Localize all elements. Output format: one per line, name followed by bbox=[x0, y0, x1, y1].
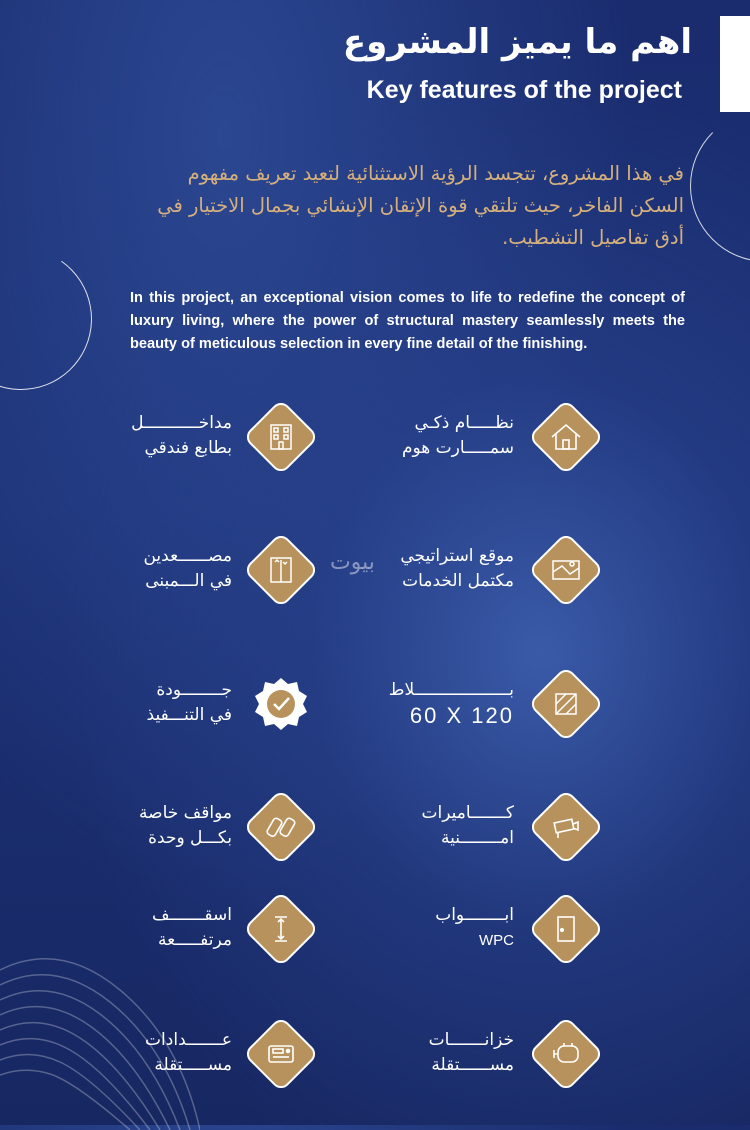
feature-badge bbox=[522, 660, 610, 748]
feature-title: بـــــــــــــــــــلاط bbox=[388, 680, 514, 700]
feature-text bbox=[147, 678, 232, 728]
feature-quality bbox=[0, 660, 320, 750]
feature-smart-home bbox=[290, 393, 610, 483]
intro-arabic-line: في هذا المشروع، تتجسد الرؤية الاستثنائية لتعيد تعريف مفهوم bbox=[187, 162, 684, 185]
feature-title: اسقـــــــف bbox=[151, 905, 232, 925]
decorative-arc-right bbox=[690, 110, 750, 262]
feature-doors bbox=[290, 885, 610, 975]
feature-badge bbox=[237, 885, 325, 973]
feature-subtitle: بكـــل وحدة bbox=[148, 828, 232, 848]
intro-english-text: In this project, an exceptional vision comes to life to redefine the concept of luxury living, where the power of structural mastery seamlessly meets the beauty of meticulous selection in every fine detail of the finishing. bbox=[130, 290, 685, 352]
page-title-arabic: اهم ما يميز المشروع bbox=[342, 22, 692, 62]
feature-badge bbox=[522, 393, 610, 481]
feature-subtitle: مكتمل الخدمات bbox=[402, 571, 514, 591]
feature-hotel-entrances bbox=[0, 393, 320, 483]
feature-subtitle: في التنـــفيذ bbox=[146, 705, 232, 725]
intro-arabic-line: السكن الفاخر، حيث تلتقي قوة الإتقان الإنشائي بجمال الاختيار في bbox=[157, 194, 684, 217]
feature-elevators bbox=[0, 526, 320, 616]
feature-badge bbox=[237, 660, 325, 748]
water-tank-icon bbox=[546, 1034, 586, 1074]
smart-home-icon bbox=[546, 417, 586, 457]
feature-subtitle: مســـــتقلة bbox=[154, 1055, 232, 1075]
watermark-logo: بيوت bbox=[330, 550, 375, 575]
feature-text bbox=[400, 544, 514, 594]
feature-text bbox=[429, 1028, 514, 1078]
feature-title: عـــــــدادات bbox=[145, 1030, 232, 1050]
feature-subtitle: مرتفـــــعة bbox=[157, 930, 232, 950]
feature-badge bbox=[522, 526, 610, 614]
feature-text bbox=[139, 801, 232, 851]
feature-ceilings bbox=[0, 885, 320, 975]
feature-title: نظـــــام ذكـي bbox=[414, 413, 514, 433]
feature-title: كـــــــاميرات bbox=[421, 803, 514, 823]
feature-badge bbox=[522, 885, 610, 973]
feature-text bbox=[422, 801, 514, 851]
feature-text bbox=[435, 903, 514, 953]
feature-title: مواقف خاصة bbox=[139, 803, 232, 823]
camera-icon bbox=[546, 807, 586, 847]
intro-english bbox=[130, 287, 685, 356]
feature-text bbox=[152, 903, 232, 953]
feature-badge bbox=[237, 526, 325, 614]
feature-cameras bbox=[290, 783, 610, 873]
feature-badge bbox=[237, 783, 325, 871]
feature-title: خزانـــــــات bbox=[428, 1030, 514, 1050]
ceiling-height-icon bbox=[261, 909, 301, 949]
feature-subtitle: سمـــــارت هوم bbox=[401, 438, 514, 458]
feature-text bbox=[389, 678, 514, 728]
feature-meters bbox=[0, 1010, 320, 1100]
feature-subtitle: في الـــمبنى bbox=[145, 571, 232, 591]
feature-text bbox=[143, 544, 232, 594]
feature-title: موقع استراتيجي bbox=[400, 546, 514, 566]
feature-badge bbox=[522, 783, 610, 871]
feature-badge bbox=[522, 1010, 610, 1098]
feature-title: مصــــــعدين bbox=[143, 546, 232, 566]
feature-badge bbox=[237, 393, 325, 481]
feature-subtitle: بطابع فندقي bbox=[144, 438, 232, 458]
feature-subtitle: مســــــتقلة bbox=[431, 1055, 514, 1075]
feature-text bbox=[131, 411, 232, 461]
page-title-english: Key features of the project bbox=[366, 76, 682, 104]
feature-subtitle: 60 X 120 bbox=[409, 703, 514, 728]
feature-text bbox=[145, 1028, 232, 1078]
white-edge-bar bbox=[720, 16, 750, 112]
feature-title: جــــــــودة bbox=[156, 680, 232, 700]
quality-seal-icon bbox=[237, 660, 325, 748]
feature-subtitle: امــــــــنية bbox=[440, 828, 514, 848]
tiles-icon bbox=[546, 684, 586, 724]
feature-location bbox=[290, 526, 610, 616]
feature-text bbox=[402, 411, 514, 461]
elevator-icon bbox=[261, 550, 301, 590]
feature-tanks bbox=[290, 1010, 610, 1100]
building-icon bbox=[261, 417, 301, 457]
feature-title: ابــــــــواب bbox=[435, 905, 514, 925]
map-icon bbox=[546, 550, 586, 590]
feature-parking bbox=[0, 783, 320, 873]
intro-arabic-line: أدق تفاصيل التشطيب. bbox=[502, 226, 684, 249]
parking-icon bbox=[261, 807, 301, 847]
feature-tiles bbox=[290, 660, 610, 750]
decorative-arc-left bbox=[0, 237, 103, 402]
feature-title: مداخـــــــــــل bbox=[131, 413, 232, 433]
feature-badge bbox=[237, 1010, 325, 1098]
intro-arabic bbox=[104, 158, 684, 254]
feature-subtitle: WPC bbox=[479, 932, 514, 949]
meter-icon bbox=[261, 1034, 301, 1074]
door-icon bbox=[546, 909, 586, 949]
